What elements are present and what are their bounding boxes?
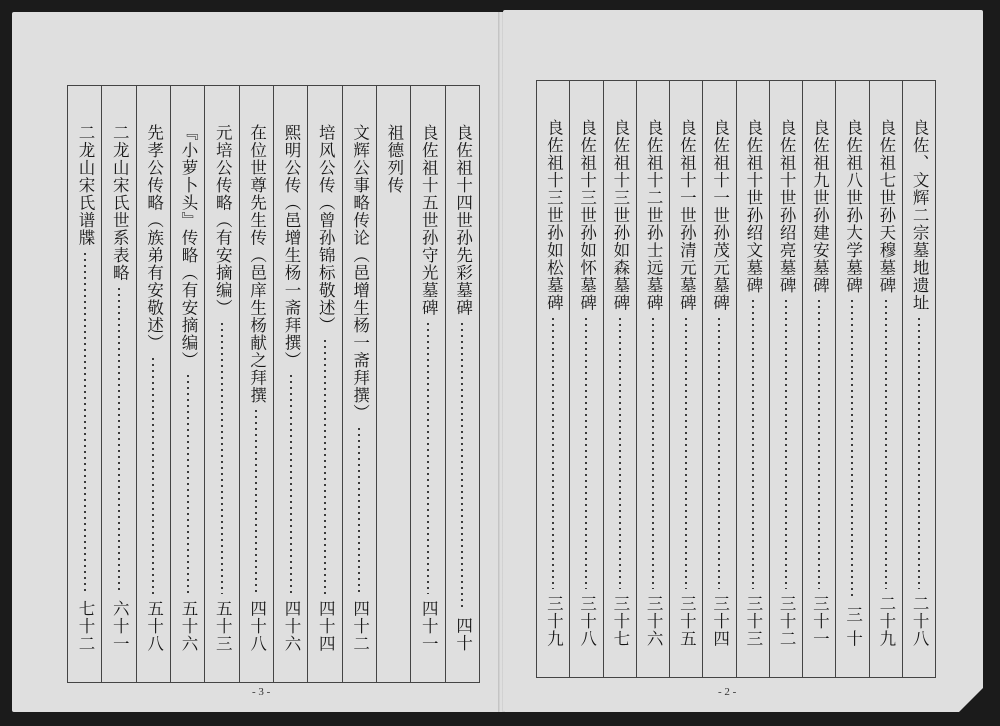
leader-dots <box>324 338 326 594</box>
toc-entry <box>410 86 444 682</box>
toc-entry-title: 熙明公传（邑增生杨一斋拜撰） <box>281 124 301 369</box>
toc-entry-title: 二龙山宋氏谱牒 <box>75 124 95 247</box>
toc-entry-title: 良佐祖十二世孙士远墓碑 <box>644 119 664 312</box>
toc-entry-page: 三 十 <box>843 605 863 647</box>
toc-entry-page: 三十二 <box>777 594 797 647</box>
toc-entry-page: 四十六 <box>281 599 301 652</box>
leader-dots <box>585 316 587 589</box>
toc-entry-page: 二十八 <box>910 594 930 647</box>
toc-entry <box>204 86 238 682</box>
toc-entry-title: 先孝公传略（族弟有安敬述） <box>144 124 164 352</box>
toc-entry-page: 三十六 <box>644 594 664 647</box>
toc-entry <box>273 86 307 682</box>
leader-dots <box>652 316 654 589</box>
leader-dots <box>255 408 257 594</box>
toc-entry-page: 六十一 <box>110 599 130 652</box>
toc-entry-page: 三十三 <box>743 594 763 647</box>
leader-dots <box>685 316 687 589</box>
toc-entry-title: 良佐祖十世孙绍亮墓碑 <box>777 119 797 294</box>
left-toc-table <box>67 85 480 683</box>
toc-entry-page: 四十四 <box>316 599 336 652</box>
toc-entry-page: 四十一 <box>419 599 439 652</box>
toc-entry-page: 五十八 <box>144 599 164 652</box>
toc-entry-title: 良佐祖十三世孙如森墓碑 <box>610 119 630 312</box>
leader-dots <box>290 373 292 594</box>
toc-entry <box>669 81 702 677</box>
toc-entry-page: 四十 <box>453 617 473 652</box>
leader-dots <box>718 316 720 589</box>
toc-entry-title: 文辉公事略传论（邑增生杨一斋拜撰） <box>350 124 370 422</box>
toc-entry-page: 三十七 <box>610 594 630 647</box>
toc-entry <box>869 81 902 677</box>
toc-entry-page: 四十二 <box>350 599 370 652</box>
toc-entry <box>636 81 669 677</box>
leader-dots <box>552 316 554 589</box>
toc-entry <box>835 81 868 677</box>
toc-entry <box>101 86 135 682</box>
toc-entry <box>603 81 636 677</box>
left-page <box>12 12 500 712</box>
right-toc-table <box>536 80 936 678</box>
leader-dots <box>118 286 120 594</box>
toc-entry-title: 良佐、文辉二宗墓地遗址 <box>910 119 930 312</box>
toc-entry-title: 良佐祖十一世孙茂元墓碑 <box>710 119 730 312</box>
right-page-number: - 2 - <box>718 686 737 698</box>
toc-entry-title: 良佐祖十五世孙守光墓碑 <box>419 124 439 317</box>
leader-dots <box>152 356 154 594</box>
leader-dots <box>851 298 853 600</box>
toc-entry-page: 二十九 <box>876 594 896 647</box>
leader-dots <box>427 321 429 594</box>
toc-entry-title: 良佐祖十世孙绍文墓碑 <box>743 119 763 294</box>
folded-corner <box>959 688 983 712</box>
toc-entry <box>376 86 410 682</box>
leader-dots <box>918 316 920 589</box>
leader-dots <box>461 321 463 611</box>
leader-dots <box>84 251 86 594</box>
toc-entry <box>136 86 170 682</box>
toc-entry <box>68 86 101 682</box>
toc-entry-title: 元培公传略（有安摘编） <box>213 124 233 317</box>
toc-entry <box>769 81 802 677</box>
toc-entry <box>239 86 273 682</box>
toc-entry-title: 良佐祖八世孙大学墓碑 <box>843 119 863 294</box>
toc-entry <box>569 81 602 677</box>
toc-entry-page: 三十一 <box>810 594 830 647</box>
toc-entry <box>902 81 935 677</box>
toc-entry-title: 良佐祖九世孙建安墓碑 <box>810 119 830 294</box>
toc-entry-page: 三十四 <box>710 594 730 647</box>
toc-entry-title: 良佐祖十四世孙先彩墓碑 <box>453 124 473 317</box>
leader-dots <box>752 298 754 589</box>
toc-entry-page: 四十八 <box>247 599 267 652</box>
leader-dots <box>619 316 621 589</box>
right-page <box>503 10 983 712</box>
leader-dots <box>885 298 887 589</box>
toc-entry-page: 七十二 <box>75 599 95 652</box>
toc-entry-title: 二龙山宋氏世系表略 <box>110 124 130 282</box>
leader-dots <box>187 373 189 594</box>
toc-entry-page: 三十五 <box>677 594 697 647</box>
toc-entry-title: 良佐祖十三世孙如松墓碑 <box>544 119 564 312</box>
toc-entry-title: 良佐祖十一世孙清元墓碑 <box>677 119 697 312</box>
toc-entry <box>702 81 735 677</box>
toc-entry <box>342 86 376 682</box>
toc-entry <box>307 86 341 682</box>
toc-entry-title: 在位世尊先生传（邑庠生杨献之拜撰 <box>247 124 267 404</box>
toc-entry-title: 良佐祖七世孙天穆墓碑 <box>876 119 896 294</box>
toc-entry-page: 五十三 <box>213 599 233 652</box>
toc-entry-title: 『小萝卜头』传略（有安摘编） <box>178 124 198 369</box>
toc-entry-page: 三十九 <box>544 594 564 647</box>
toc-entry-page: 五十六 <box>178 599 198 652</box>
leader-dots <box>785 298 787 589</box>
leader-dots <box>818 298 820 589</box>
toc-entry-title: 良佐祖十三世孙如怀墓碑 <box>577 119 597 312</box>
toc-entry <box>537 81 569 677</box>
toc-entry-title: 培风公传（曾孙锦标敬述） <box>316 124 336 334</box>
leader-dots <box>221 321 223 594</box>
toc-entry <box>802 81 835 677</box>
toc-entry <box>445 86 479 682</box>
toc-entry-title: 祖德列传 <box>384 124 404 194</box>
toc-entry <box>170 86 204 682</box>
leader-dots <box>358 426 360 594</box>
left-page-number: - 3 - <box>252 686 271 698</box>
toc-entry-page: 三十八 <box>577 594 597 647</box>
toc-entry <box>736 81 769 677</box>
